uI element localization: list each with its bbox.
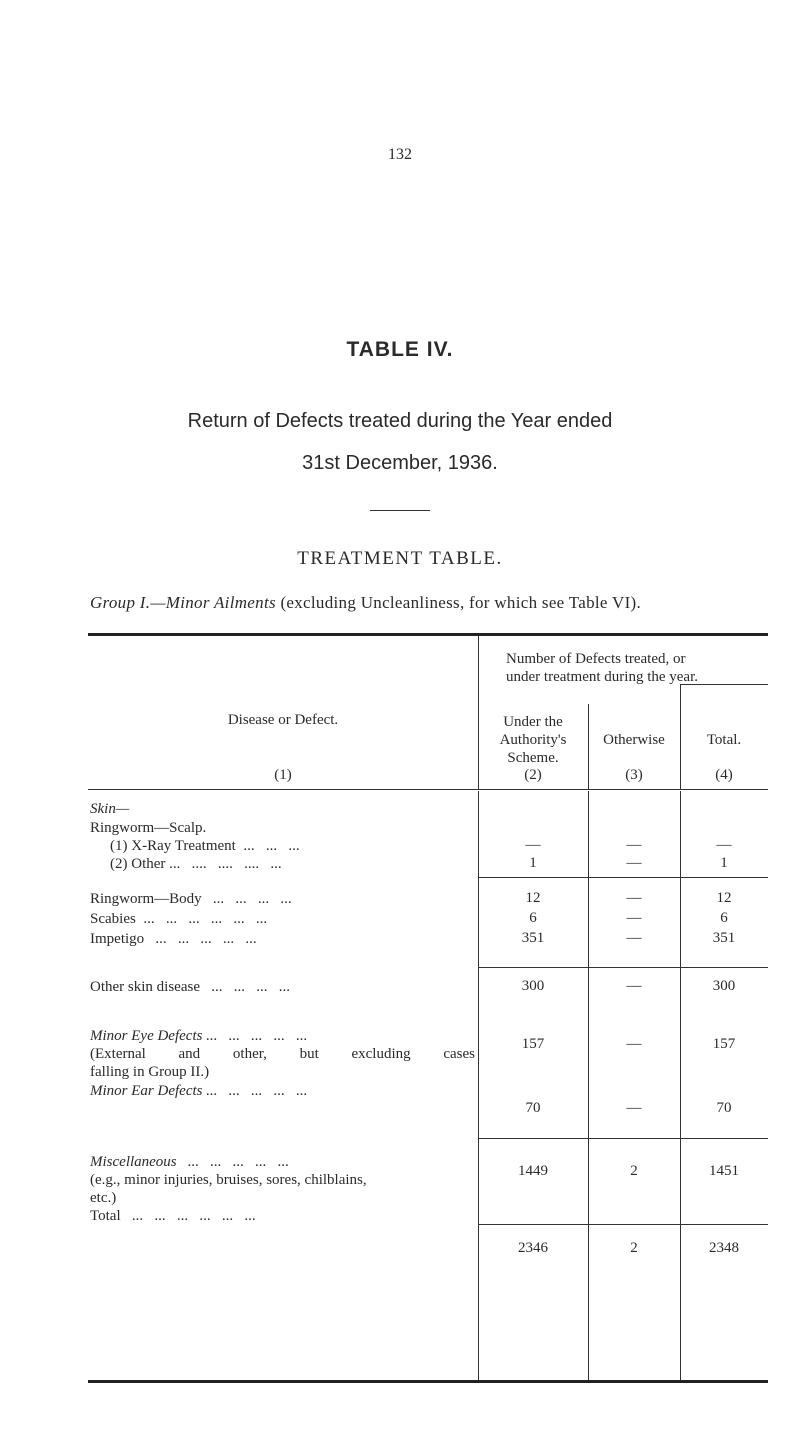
impetigo-c3: — [626,930,642,946]
minor-eye-note-1: (External and other, but excluding cases [90,1046,475,1062]
header-col2-l3: Scheme. [507,750,559,766]
misc-note-2: etc.) [90,1190,117,1206]
subtitle-line-2: 31st December, 1936. [302,452,498,474]
ringworm-body-c2: 12 [525,890,541,906]
scabies-c2: 6 [529,910,537,926]
group-caption [90,593,641,613]
misc-c3: 2 [630,1163,638,1179]
body-col-divider-3 [680,791,681,1381]
header-bottom-rule [88,789,768,790]
minor-eye-c3: — [626,1036,642,1052]
other-c2: 1 [529,855,537,871]
minor-eye-note-2: falling in Group II.) [90,1064,210,1080]
header-disease: Disease or Defect. [227,712,339,728]
skin-heading: Skin— [90,801,130,817]
other-c3: — [626,855,642,871]
table-bottom-rule [88,1380,768,1383]
xray-c3: — [626,837,642,853]
impetigo-c4: 351 [712,930,736,946]
other-skin-c4: 300 [712,978,736,994]
ringworm-body-c4: 12 [716,890,732,906]
misc-note-1: (e.g., minor injuries, bruises, sores, chilblains, [90,1172,367,1188]
impetigo-label: Impetigo ... ... ... ... ... [90,931,257,947]
minor-ear-c3: — [626,1100,642,1116]
scabies-c3: — [626,910,642,926]
rule-after-impetigo [478,967,768,968]
header-number-1: Number of Defects treated, or [506,651,686,667]
rule-after-ear [478,1138,768,1139]
ringworm-body-label: Ringworm—Body ... ... ... ... [90,891,292,907]
minor-eye-label: Minor Eye Defects ... ... ... ... ... [90,1028,308,1044]
minor-ear-label: Minor Ear Defects ... ... ... ... ... [90,1083,308,1099]
total-c2: 2346 [518,1240,548,1256]
total-c4: 2348 [709,1240,739,1256]
other-skin-label: Other skin disease ... ... ... ... [90,979,290,995]
ringworm-body-c3: — [626,890,642,906]
rule-before-total [478,1224,768,1225]
scabies-c4: 6 [720,910,728,926]
table-top-rule [88,633,768,636]
treatment-title: TREATMENT TABLE. [297,548,503,569]
table-heading: TABLE IV. [346,338,454,361]
minor-ear-c4: 70 [716,1100,732,1116]
misc-c2: 1449 [518,1163,548,1179]
minor-eye-c4: 157 [712,1036,736,1052]
header-number-2: under treatment during the year. [506,669,699,685]
other-skin-c2: 300 [521,978,545,994]
group-rest: (excluding Uncleanliness, for which see Table VI). [275,593,642,612]
header-col3: Otherwise [603,732,665,748]
minor-ear-c2: 70 [525,1100,541,1116]
subtitle-line-1: Return of Defects treated during the Year ended [187,410,613,432]
xray-label: (1) X-Ray Treatment ... ... ... [110,838,300,854]
header-col4-num: (4) [715,767,733,783]
header-col3-num: (3) [625,767,643,783]
ringworm-scalp-label: Ringworm—Scalp. [90,820,207,836]
xray-c4: — [716,837,732,853]
divider [370,510,430,511]
group-prefix: Group I. [90,593,151,612]
scabies-label: Scabies ... ... ... ... ... ... [90,911,268,927]
header-col2-l1: Under the [503,714,563,730]
group-title: —Minor Ailments [150,593,276,612]
xray-c2: — [525,837,541,853]
header-col1-num: (1) [274,767,292,783]
minor-eye-c2: 157 [521,1036,545,1052]
total-label: Total ... ... ... ... ... ... [90,1208,256,1224]
total-c3: 2 [630,1240,638,1256]
other-c4: 1 [720,855,728,871]
other-skin-c3: — [626,978,642,994]
header-col2-num: (2) [524,767,542,783]
header-col2-l2: Authority's [499,732,567,748]
body-col-divider-1 [478,791,479,1381]
impetigo-c2: 351 [521,930,545,946]
header-col4: Total. [706,732,742,748]
body-col-divider-2 [588,791,589,1381]
misc-label: Miscellaneous ... ... ... ... ... [90,1154,290,1170]
other-label: (2) Other ... .... .... .... ... [110,856,282,872]
misc-c4: 1451 [709,1163,739,1179]
page-number: 132 [388,146,412,163]
rule-after-skin [478,877,768,878]
